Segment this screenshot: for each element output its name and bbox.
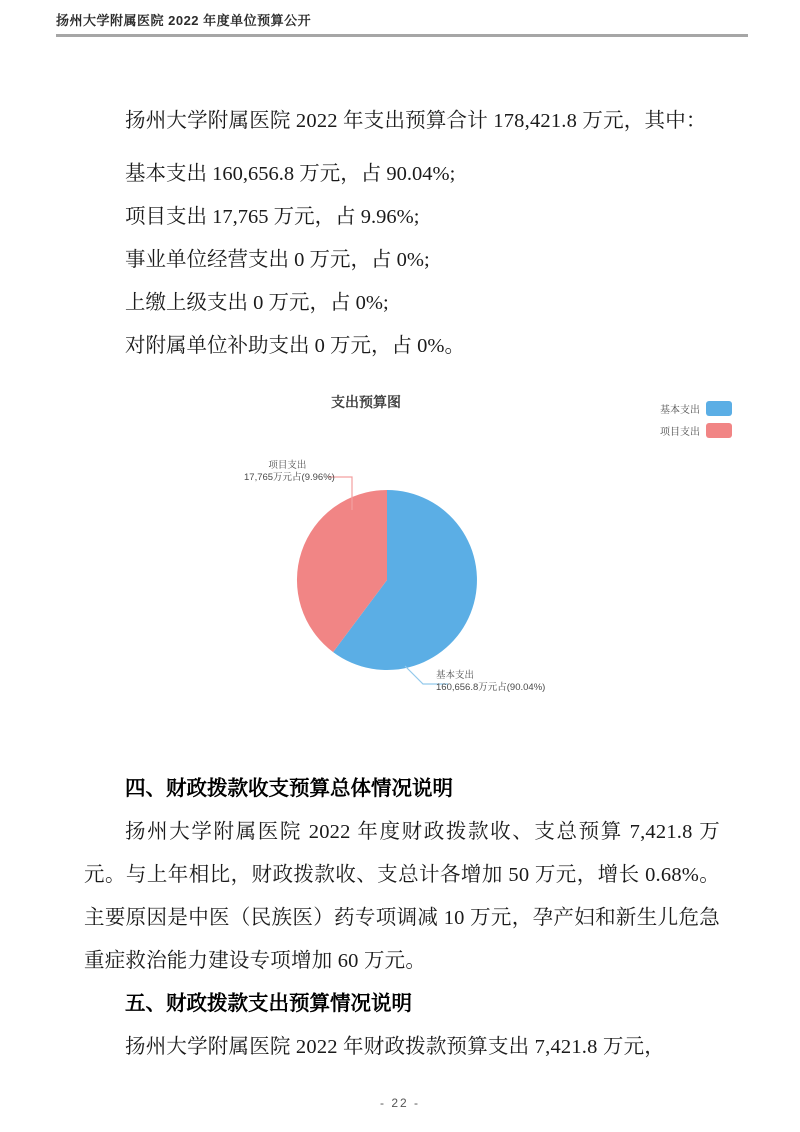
page-header: [56, 10, 748, 37]
legend-label-basic: 基本支出: [660, 404, 700, 416]
expense-item-project: 项目支出 17,765 万元，占 9.96%;: [125, 206, 420, 228]
chart-title: 支出预算图: [331, 394, 401, 410]
legend-label-project: 项目支出: [660, 426, 700, 438]
expense-item-subsidiary: 对附属单位补助支出 0 万元，占 0%。: [125, 335, 465, 357]
section-five-paragraph: 扬州大学附属医院 2022 年财政拨款预算支出 7,421.8 万元，: [125, 1036, 665, 1058]
pie-label-basic: [436, 670, 545, 694]
spacer: [84, 143, 720, 153]
section-heading-five: 五、财政拨款支出预算情况说明: [125, 993, 412, 1015]
pie-label-project-name: 项目支出: [268, 460, 307, 471]
document-body: [84, 100, 720, 368]
pie-chart-svg: [56, 392, 748, 712]
section-heading-four: 四、财政拨款收支预算总体情况说明: [125, 778, 453, 800]
pie-label-basic-value: 160,656.8万元占(90.04%): [436, 682, 546, 693]
pie-label-basic-name: 基本支出: [436, 670, 475, 681]
intro-paragraph: 扬州大学附属医院 2022 年支出预算合计 178,421.8 万元，其中：: [125, 110, 707, 132]
pie-chart-area: [56, 392, 748, 712]
expense-item-operating: 事业单位经营支出 0 万元，占 0%;: [125, 249, 430, 271]
pie-label-project: [244, 460, 335, 484]
header-title: 扬州大学附属医院 2022 年度单位预算公开: [56, 13, 312, 28]
header-divider: [56, 34, 748, 37]
page-number: - 22 -: [379, 1096, 420, 1110]
expense-item-basic: 基本支出 160,656.8 万元，占 90.04%;: [125, 163, 456, 185]
section-four-paragraph: 扬州大学附属医院 2022 年度财政拨款收、支总预算 7,421.8 万元。与上年相比，财政拨款收、支总计各增加 50 万元，增长 0.68%。主要原因是中医（民族医）药专项调减 10 万元，孕产妇和新生儿危急重症救治能力建设专项增加 60 万元。: [84, 821, 720, 972]
document-body-lower: [84, 768, 720, 1069]
expense-item-upper-level: 上缴上级支出 0 万元，占 0%;: [125, 292, 389, 314]
pie-label-project-value: 17,765万元占(9.96%): [244, 472, 335, 483]
expenditure-budget-chart: [56, 392, 748, 712]
